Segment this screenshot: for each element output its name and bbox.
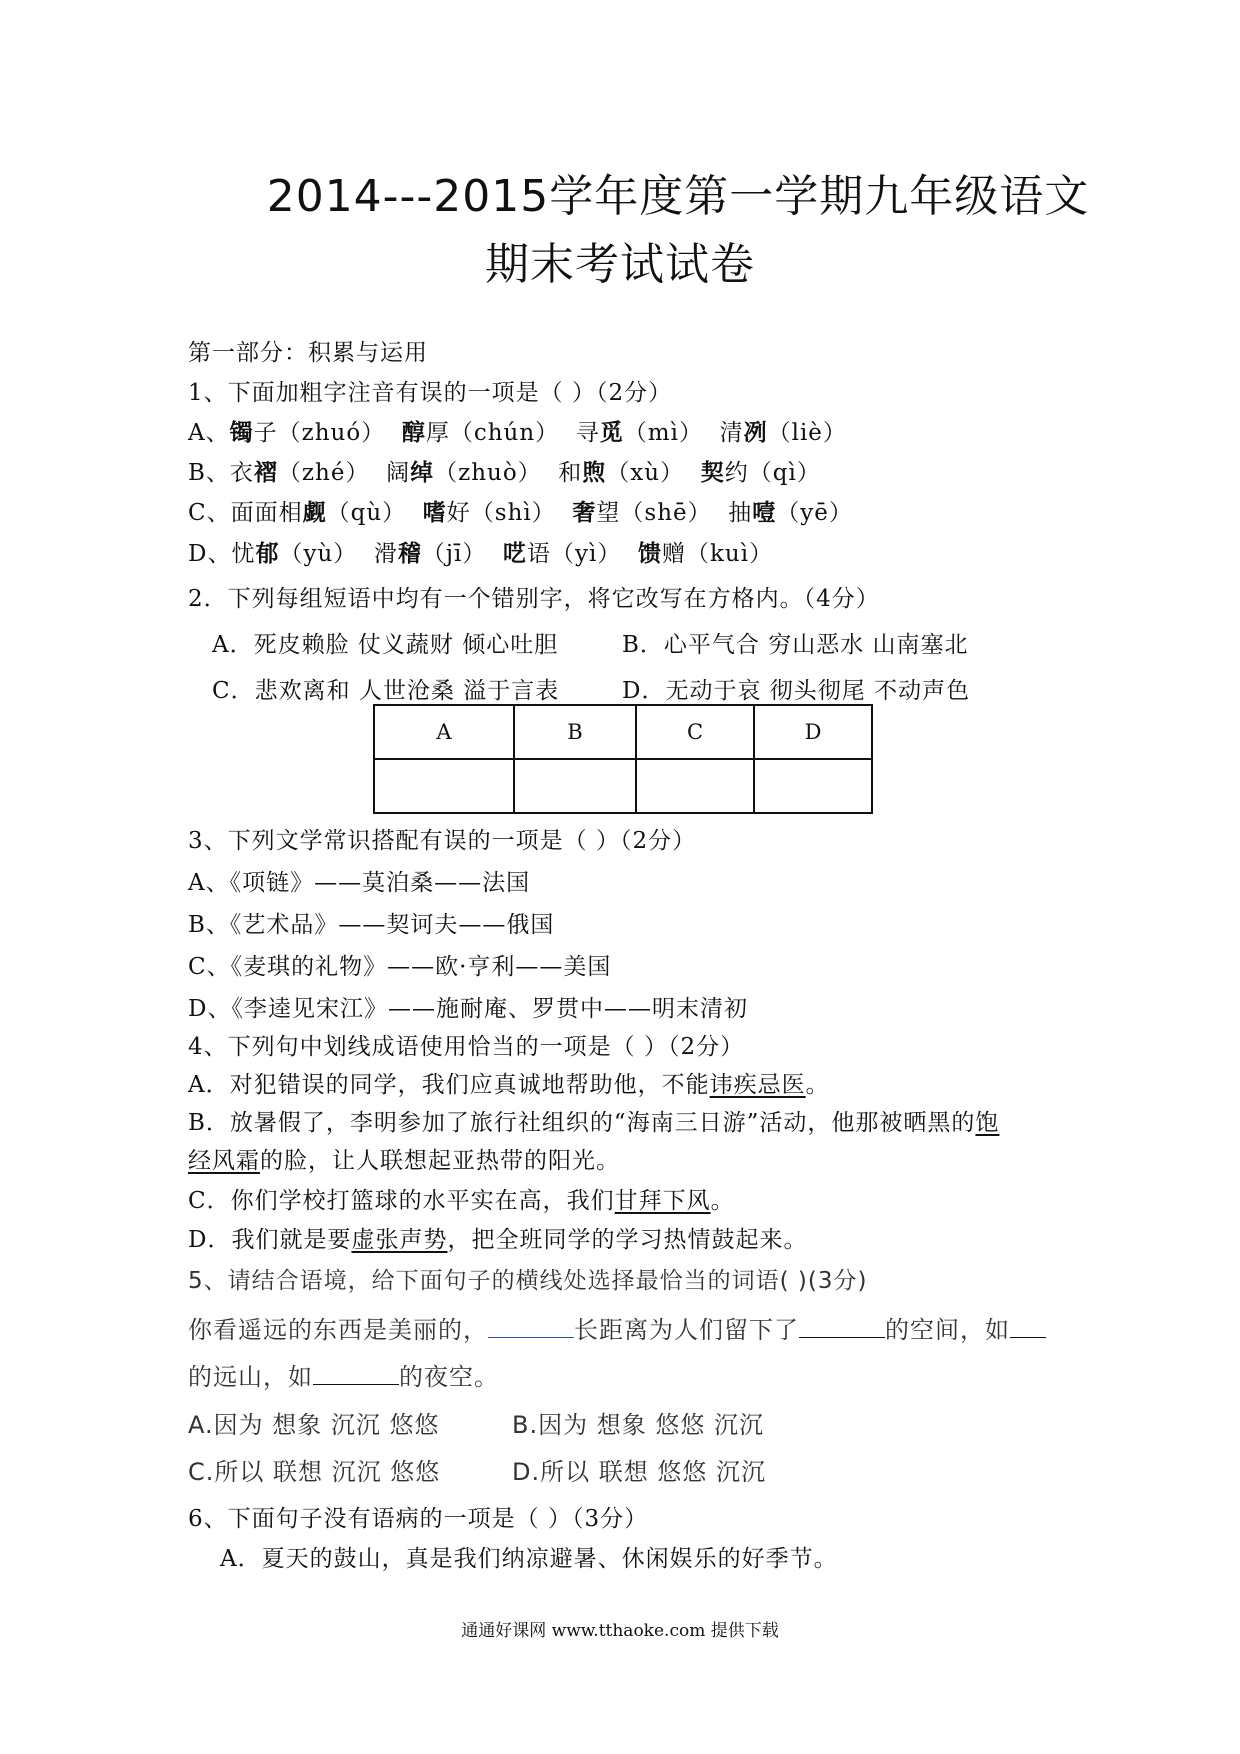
answer-cell-c[interactable] (636, 759, 754, 813)
q5-blank-2[interactable] (799, 1313, 885, 1338)
q1-stem: 1、下面加粗字注音有误的一项是（ ）（2分） (188, 380, 673, 406)
q1-option-a: A、镯子（zhuó） 醇厚（chún） 寻觅（mì） 清冽（liè） (188, 419, 847, 446)
answer-cell-b[interactable] (514, 759, 636, 813)
q5-option-c: C.所以 联想 沉沉 悠悠 (188, 1458, 441, 1486)
answer-cell-a[interactable] (374, 759, 514, 813)
q5-stem: 5、请结合语境，给下面句子的横线处选择最恰当的词语( )(3分) (188, 1268, 868, 1294)
q5-option-a: A.因为 想象 沉沉 悠悠 (188, 1411, 440, 1439)
page-footer: 通通好课网 www.tthaoke.com 提供下载 (461, 1621, 779, 1641)
answer-header-a: A (374, 705, 514, 759)
q4-option-b-cont: 经风霜的脸，让人联想起亚热带的阳光。 (188, 1148, 620, 1174)
q4-stem: 4、下列句中划线成语使用恰当的一项是（ ）（2分） (188, 1034, 745, 1060)
q4-option-b: B．放暑假了，李明参加了旅行社组织的“海南三日游”活动，他那被晒黑的饱 (188, 1110, 1000, 1136)
q2-option-c: C．悲欢离和 人世沧桑 溢于言表 (212, 678, 560, 704)
q6-option-a: A．夏天的鼓山，真是我们纳凉避暑、休闲娱乐的好季节。 (220, 1546, 838, 1572)
q4-option-d: D．我们就是要虚张声势，把全班同学的学习热情鼓起来。 (188, 1227, 808, 1253)
q4-option-a: A．对犯错误的同学，我们应真诚地帮助他，不能讳疾忌医。 (188, 1072, 830, 1098)
q1-option-c: C、面面相觑（qù） 嗜好（shì） 奢望（shē） 抽噎（yē） (188, 499, 853, 526)
q5-option-d: D.所以 联想 悠悠 沉沉 (512, 1458, 766, 1486)
exam-subtitle: 期末考试试卷 (485, 239, 755, 290)
q1-option-d: D、忧郁（yù） 滑稽（jī） 呓语（yì） 馈赠（kuì） (188, 540, 774, 567)
q2-option-a: A．死皮赖脸 仗义蔬财 倾心吐胆 (212, 632, 559, 658)
q3-option-b: B、《艺术品》——契诃夫——俄国 (188, 912, 555, 938)
q3-option-a: A、《项链》——莫泊桑——法国 (188, 870, 531, 896)
answer-cell-d[interactable] (754, 759, 872, 813)
q1-option-b: B、衣褶（zhé） 阔绰（zhuò） 和煦（xù） 契约（qì） (188, 459, 821, 486)
section-heading: 第一部分：积累与运用 (188, 340, 428, 366)
q5-blank-4[interactable] (313, 1360, 399, 1385)
q4-option-c: C．你们学校打篮球的水平实在高，我们甘拜下风。 (188, 1188, 735, 1214)
q2-answer-table (373, 704, 873, 814)
q5-blank-1[interactable] (488, 1313, 574, 1338)
answer-header-b: B (514, 705, 636, 759)
q2-option-b: B．心平气合 穷山恶水 山南塞北 (622, 632, 969, 658)
q3-option-c: C、《麦琪的礼物》——欧·亨利——美国 (188, 954, 612, 980)
q6-stem: 6、下面句子没有语病的一项是（ ）（3分） (188, 1506, 649, 1532)
q5-blank-3[interactable] (1010, 1313, 1046, 1338)
answer-header-c: C (636, 705, 754, 759)
q3-option-d: D、《李逵见宋江》——施耐庵、罗贯中——明末清初 (188, 996, 748, 1022)
q5-sentence-line2: 的远山，如 的夜空。 (188, 1357, 499, 1392)
q2-stem: 2．下列每组短语中均有一个错别字，将它改写在方格内。（4分） (188, 586, 880, 612)
q2-option-d: D．无动于哀 彻头彻尾 不动声色 (622, 678, 971, 704)
exam-title: 2014---2015学年度第一学期九年级语文 (266, 171, 1090, 222)
q5-option-b: B.因为 想象 悠悠 沉沉 (512, 1411, 764, 1439)
q3-stem: 3、下列文学常识搭配有误的一项是（ ）（2分） (188, 828, 697, 854)
answer-header-d: D (754, 705, 872, 759)
q5-sentence-line1: 你看遥远的东西是美丽的， 长距离为人们留下了 的空间，如 (188, 1310, 1046, 1345)
